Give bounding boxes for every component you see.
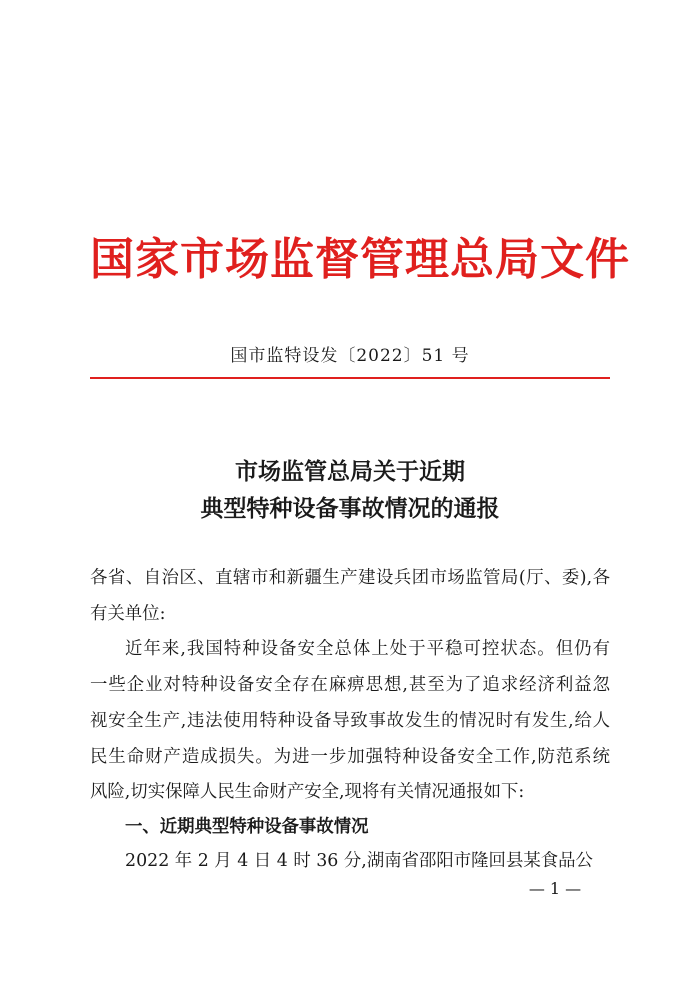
body-paragraph-1-line-2: 一些企业对特种设备安全存在麻痹思想,甚至为了追求经济利益忽 (90, 675, 610, 695)
body-paragraph-1-line-1: 近年来,我国特种设备安全总体上处于平稳可控状态。但仍有 (125, 639, 610, 659)
body-paragraph-1-line-3: 视安全生产,违法使用特种设备导致事故发生的情况时有发生,给人 (90, 711, 610, 731)
notice-title-line-1: 市场监管总局关于近期 (235, 458, 465, 485)
salutation-line-1: 各省、自治区、直辖市和新疆生产建设兵团市场监管局(厅、委),各 (90, 568, 610, 588)
section-heading-1: 一、近期典型特种设备事故情况 (125, 817, 369, 837)
body-paragraph-1-line-4: 民生命财产造成损失。为进一步加强特种设备安全工作,防范系统 (90, 747, 610, 767)
page-number: — 1 — (528, 879, 582, 898)
masthead-title: 国家市场监督管理总局文件 (90, 234, 630, 285)
body-paragraph-1-line-5: 风险,切实保障人民生命财产安全,现将有关情况通报如下: (90, 782, 525, 802)
red-separator-line (90, 377, 610, 379)
body-paragraph-2-line-1: 2022 年 2 月 4 日 4 时 36 分,湖南省邵阳市隆回县某食品公 (125, 851, 593, 871)
document-number: 国市监特设发〔2022〕51 号 (230, 346, 470, 366)
notice-title-line-2: 典型特种设备事故情况的通报 (200, 495, 500, 522)
salutation-line-2: 有关单位: (90, 604, 166, 624)
